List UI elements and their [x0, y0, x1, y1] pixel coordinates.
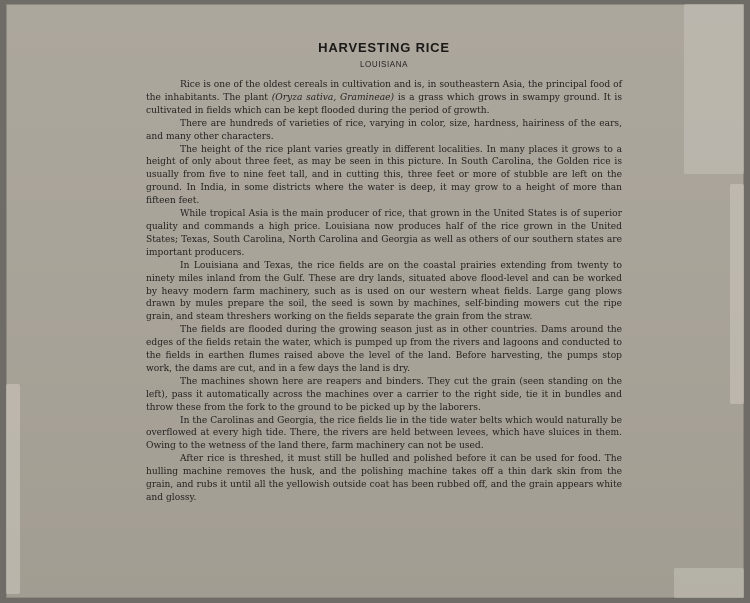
- edge-wear-top-right: [684, 4, 744, 174]
- paragraph-8: In the Carolinas and Georgia, the rice fields lie in the tide water belts which would naturally be overflowed at every high tide. There, the rivers are held between levees, which have sluices in them. Owing to the wetness of the land there, farm machinery can not be used.: [146, 415, 622, 452]
- document-title: HARVESTING RICE: [318, 40, 450, 55]
- edge-wear-bottom-right: [674, 568, 744, 598]
- paragraph-1-after: is a grass which grows in swampy ground. It is cultivated in fields which can be kept flooded during the period of growth.: [146, 92, 622, 116]
- paragraph-9: After rice is threshed, it must still be hulled and polished before it can be used for food. The hulling machine removes the husk, and the polishing machine takes off a thin dark skin from the grain, and rubs it until all the yellowish outside coat has been rubbed off, and the grain appears white and glossy.: [146, 454, 622, 503]
- printed-card: [6, 4, 744, 598]
- paragraph-3: The height of the rice plant varies greatly in different localities. In many places it grows to a height of only about three feet, as may be seen in this picture. In South Carolina, the Golden rice is usually from five to nine feet tall, and in cutting this, three feet or more of stubble are left on the ground. In India, in some districts where the water is deep, it may grow to a height of more than fifteen feet.: [146, 144, 622, 207]
- edge-wear-left: [6, 384, 20, 594]
- paragraph-6: The fields are flooded during the growing season just as in other countries. Dams around the edges of the fields retain the water, which is pumped up from the rivers and lagoons and conducted to the fields in earthen flumes raised above the level of the land. Before harvesting, the pumps stop work, the dams are cut, and in a few days the land is dry.: [146, 325, 622, 374]
- document-content: [146, 40, 622, 505]
- paragraph-1-before: Rice is one of the oldest cereals in cultivation and is, in southeastern Asia, the principal food of the inhabitants. The plant: [146, 80, 622, 103]
- paragraph-5: In Louisiana and Texas, the rice fields are on the coastal prairies extending from twenty to ninety miles inland from the Gulf. These are dry lands, situated above flood-level and can be worked by heavy modern farm machinery, such as is used on our western wheat fields. Large gang plows drawn by mules prepare the soil, the seed is sown by machines, self-binding mowers cut the ripe grain, and steam threshers working on the fields separate the grain from the straw.: [146, 260, 622, 323]
- paragraph-1-latin-name: (Oryza sativa, Gramineae): [271, 92, 395, 103]
- paragraph-7: The machines shown here are reapers and binders. They cut the grain (seen standing on the left), pass it automatically across the machines over a carrier to the right side, tie it in bundles and throw these from the fork to the ground to be picked up by the laborers.: [146, 376, 622, 413]
- document-subtitle: LOUISIANA: [359, 60, 409, 69]
- paragraph-1: [146, 79, 622, 118]
- paragraph-4: While tropical Asia is the main producer of rice, that grown in the United States is of superior quality and commands a high price. Louisiana now produces half of the rice grown in the United States; Texas, South Carolina, North Carolina and Georgia as well as others of our southern states are important producers.: [146, 209, 622, 258]
- edge-wear-right: [730, 184, 744, 404]
- paragraph-2: There are hundreds of varieties of rice, varying in color, size, hardness, hairiness of the ears, and many other characters.: [146, 118, 622, 142]
